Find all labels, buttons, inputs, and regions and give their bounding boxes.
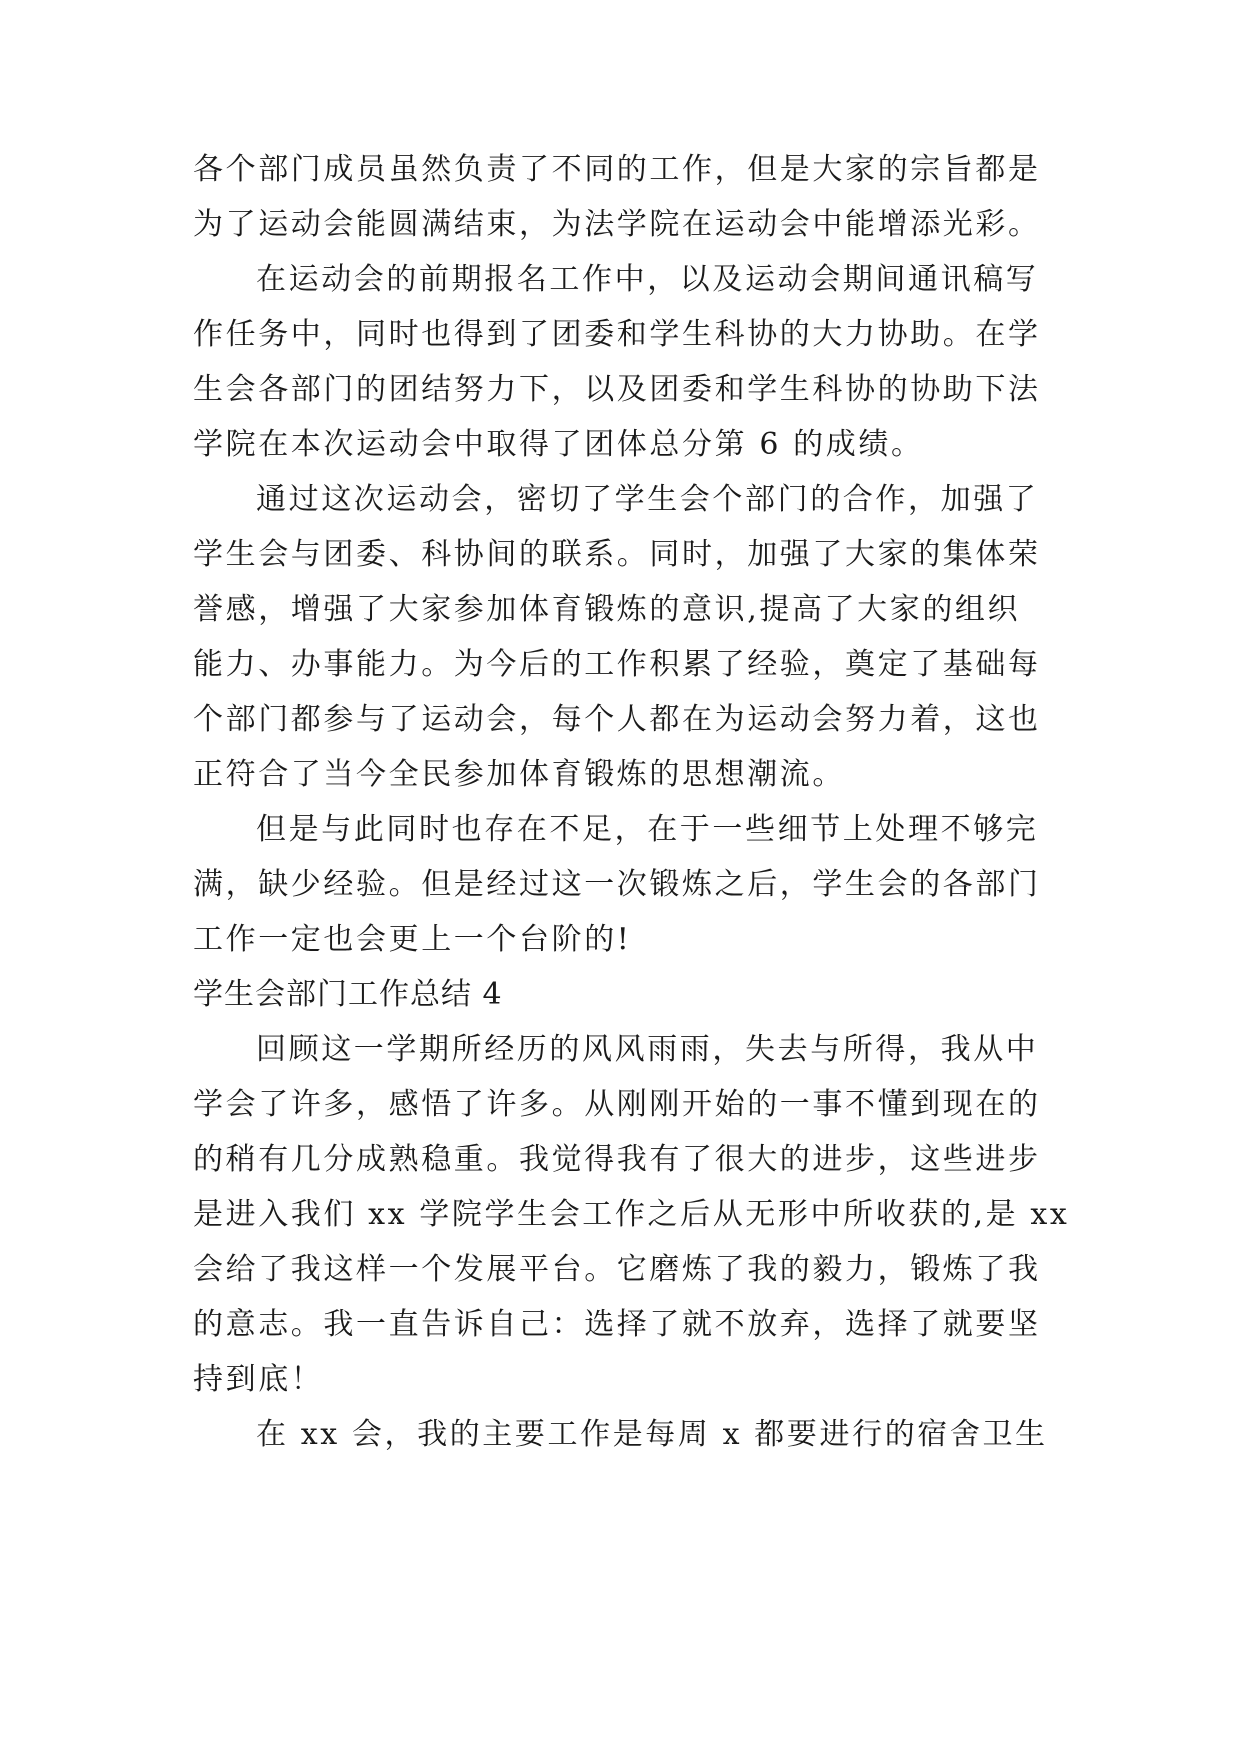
text-line: 会给了我这样一个发展平台。它磨炼了我的毅力，锻炼了我 [193,1252,1041,1287]
text-line: 学生会与团委、科协间的联系。同时，加强了大家的集体荣 [193,537,1041,572]
paragraph-first-line: 在运动会的前期报名工作中，以及运动会期间通讯稿写 [256,262,1039,297]
paragraph-first-line: 但是与此同时也存在不足，在于一些细节上处理不够完 [256,812,1039,847]
text-line: 生会各部门的团结努力下，以及团委和学生科协的协助下法 [193,372,1041,407]
text-line: 各个部门成员虽然负责了不同的工作，但是大家的宗旨都是 [193,152,1041,187]
text-line: 满，缺少经验。但是经过这一次锻炼之后，学生会的各部门 [193,867,1041,902]
text-line: 作任务中，同时也得到了团委和学生科协的大力协助。在学 [193,317,1041,352]
text-line: 持到底！ [193,1362,324,1397]
text-line: 的稍有几分成熟稳重。我觉得我有了很大的进步，这些进步 [193,1142,1041,1177]
text-line: 工作一定也会更上一个台阶的! [193,922,632,957]
paragraph-first-line: 回顾这一学期所经历的风风雨雨，失去与所得，我从中 [256,1032,1039,1067]
text-line: 的意志。我一直告诉自己：选择了就不放弃，选择了就要坚 [193,1307,1041,1342]
text-line: 学会了许多，感悟了许多。从刚刚开始的一事不懂到现在的 [193,1087,1041,1122]
text-line: 能力、办事能力。为今后的工作积累了经验，奠定了基础每 [193,647,1041,682]
paragraph-first-line: 通过这次运动会，密切了学生会个部门的合作，加强了 [256,482,1039,517]
section-heading: 学生会部门工作总结 4 [193,977,503,1012]
text-line: 学院在本次运动会中取得了团体总分第 6 的成绩。 [193,427,924,462]
text-line: 誉感，增强了大家参加体育锻炼的意识,提高了大家的组织 [193,592,1021,627]
text-line: 个部门都参与了运动会，每个人都在为运动会努力着，这也 [193,702,1041,737]
text-line: 正符合了当今全民参加体育锻炼的思想潮流。 [193,757,845,792]
text-line: 为了运动会能圆满结束，为法学院在运动会中能增添光彩。 [193,207,1041,242]
paragraph-first-line: 在 xx 会，我的主要工作是每周 x 都要进行的宿舍卫生 [256,1417,1048,1452]
text-line: 是进入我们 xx 学院学生会工作之后从无形中所收获的,是 xx [193,1197,1070,1232]
